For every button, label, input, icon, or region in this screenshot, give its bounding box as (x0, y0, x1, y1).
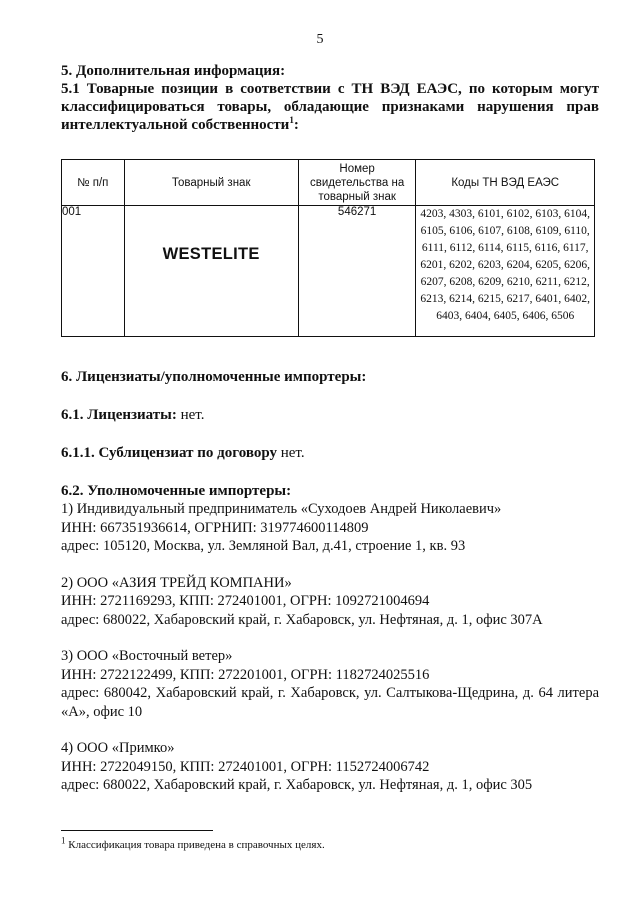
header-number: № п/п (62, 160, 125, 206)
section-6-heading: 6. Лицензиаты/уполномоченные импортеры: (61, 369, 367, 385)
importer-address: адрес: 680022, Хабаровский край, г. Хабаровск, ул. Нефтяная, д. 1, офис 307А (61, 611, 543, 628)
row-number: 001 (62, 206, 125, 337)
licensees-line (61, 406, 599, 424)
sublicensee-value: нет. (276, 445, 305, 461)
importer-name: 4) ООО «Примко» (61, 740, 175, 756)
importer-name: 1) Индивидуальный предприниматель «Суходоев Андрей Николаевич» (61, 501, 502, 517)
importer-address: адрес: 105120, Москва, ул. Земляной Вал, д.41, строение 1, кв. 93 (61, 538, 466, 554)
header-certificate: Номер свидетельства на товарный знак (298, 160, 416, 206)
certificate-number: 546271 (298, 206, 416, 337)
importer-ids: ИНН: 2721169293, КПП: 272401001, ОГРН: 1092721004694 (61, 593, 430, 609)
table-row (62, 206, 595, 337)
footnote-divider (61, 830, 213, 831)
importer-ids: ИНН: 2722122499, КПП: 272201001, ОГРН: 1182724025516 (61, 666, 430, 683)
importer-name: 2) ООО «АЗИЯ ТРЕЙД КОМПАНИ» (61, 574, 292, 591)
section-5-heading: 5. Дополнительная информация: (61, 63, 286, 79)
header-codes: Коды ТН ВЭД ЕАЭС (416, 160, 595, 206)
importer-address: адрес: 680022, Хабаровский край, г. Хабаровск, ул. Нефтяная, д. 1, офис 305 (61, 777, 533, 793)
importers-heading: 6.2. Уполномоченные импортеры: (61, 483, 292, 499)
importer-address: адрес: 680042, Хабаровский край, г. Хабаровск, ул. Салтыкова-Щедрина, д. 64 литера «А», офис 10 (61, 685, 599, 720)
footnote-reference: 1 (289, 115, 294, 125)
trademark-name: WESTELITE (162, 245, 260, 263)
header-trademark: Товарный знак (124, 160, 298, 206)
trademark-table (61, 159, 595, 337)
section-5-1-heading (61, 80, 599, 134)
footnote (61, 835, 325, 852)
document-body (61, 62, 599, 795)
hs-codes: 4203, 4303, 6101, 6102, 6103, 6104, 6105, 6106, 6107, 6108, 6109, 6110, 6111, 6112, 6114, 6115, 6116, 6117, 6201, 6202, 6203, 6204, 6205, 6206, 6207, 6208, 6209, 6210, 6211, 6212, 6213, 6214, 6215, 6217, 6401, 6402, 6403, 6404, 6405, 6406, 6506 (416, 206, 595, 337)
licensees-label: 6.1. Лицензиаты: (61, 407, 177, 423)
section-5-1-text: 5.1 Товарные позиции в соответствии с ТН ВЭД ЕАЭС, по которым могут классифицироваться товары, обладающие признаками нарушения прав интеллектуальной собственности (61, 81, 599, 133)
importer-ids: ИНН: 667351936614, ОГРНИП: 319774600114809 (61, 519, 369, 536)
importer-entry (61, 647, 599, 721)
importer-entry (61, 500, 599, 556)
sublicensee-line (61, 444, 599, 462)
footnote-text: Классификация товара приведена в справочных целях. (65, 839, 325, 851)
page-number: 5 (316, 32, 324, 47)
importer-entry (61, 574, 599, 630)
sublicensee-label: 6.1.1. Сублицензиат по договору (61, 445, 277, 461)
trademark-cell (124, 206, 298, 337)
importer-name: 3) ООО «Восточный ветер» (61, 648, 233, 664)
licensees-value: нет. (176, 407, 205, 423)
footnote-marker: 1 (61, 835, 66, 846)
importer-ids: ИНН: 2722049150, КПП: 272401001, ОГРН: 1152724006742 (61, 758, 430, 775)
table-header-row (62, 160, 595, 206)
importer-entry (61, 739, 599, 795)
section-5-1-colon: : (293, 117, 299, 133)
